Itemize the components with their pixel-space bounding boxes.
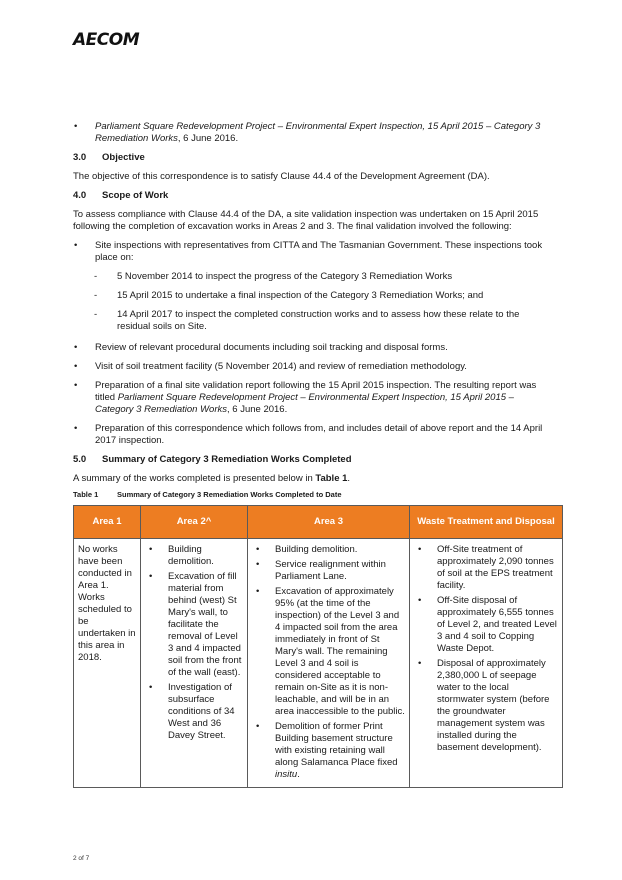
scope-bullet-site-inspections: • Site inspections with representatives from CITTA and The Tasmanian Government. These inspections took place on: xyxy=(73,240,553,264)
list-item: • Disposal of approximately 2,380,000 L of seepage water to the local stormwater system (before the groundwater management system was installed during the basement development). xyxy=(414,658,558,754)
scope-bullet-correspondence: • Preparation of this correspondence which follows from, and includes detail of above report and the 14 April 2017 inspection. xyxy=(73,423,553,447)
list-item: • Excavation of fill material from behind (west) St Mary's wall, to facilitate the removal of Level 3 and 4 impacted soil from the front of the wall (east). xyxy=(145,571,243,679)
inspection-date-item: - 15 April 2015 to undertake a final inspection of the Category 3 Remediation Works; and xyxy=(73,290,553,302)
inspection-date-item: - 14 April 2017 to inspect the completed construction works and to assess how these relate to the residual soils on Site. xyxy=(73,309,553,333)
insitu-italic: insitu xyxy=(275,769,298,780)
table-reference: Table 1 xyxy=(315,473,348,484)
section-4-heading xyxy=(73,190,553,202)
list-item-end: . xyxy=(297,769,300,780)
intro-bullet-tail: , 6 June 2016. xyxy=(177,133,239,144)
intro-bullet xyxy=(73,121,553,145)
list-item: • Excavation of approximately 95% (at the time of the inspection) of the Level 3 and 4 impacted soil from the area immediately in front of St Mary's wall. The remaining Level 3 and 4 soil is considered acceptable to remain on-Site as it is non-leachable, and will be in an area inaccessible to the public. xyxy=(252,586,405,718)
section-5-intro xyxy=(73,473,553,485)
section-4-intro: To assess compliance with Clause 44.4 of the DA, a site validation inspection was undertaken on 15 April 2015 following the completion of excavation works in Areas 2 and 3. The final validation involved the following: xyxy=(73,209,539,232)
scope-bullet-visit: • Visit of soil treatment facility (5 November 2014) and review of remediation methodology. xyxy=(73,361,553,373)
header-area-1: Area 1 xyxy=(74,506,141,539)
report-text-pre: Preparation of a final site validation report following the 15 April 2015 inspection. The resulting report was titled xyxy=(95,380,537,403)
page-number: 2 of 7 xyxy=(73,855,90,862)
remediation-summary-table xyxy=(73,505,563,788)
section-3-title: Objective xyxy=(102,152,145,163)
section-5-title: Summary of Category 3 Remediation Works Completed xyxy=(102,454,352,465)
section-3-heading xyxy=(73,152,553,164)
cell-area-1: No works have been conducted in Area 1. Works scheduled to be undertaken in this area in 2018. xyxy=(74,539,141,788)
list-item: • Service realignment within Parliament Lane. xyxy=(252,559,405,583)
section-3-number: 3.0 xyxy=(73,152,87,163)
scope-bullet-review: • Review of relevant procedural documents including soil tracking and disposal forms. xyxy=(73,342,553,354)
aecom-logo: AECOM xyxy=(73,30,140,50)
cell-waste xyxy=(410,539,563,788)
section-5-number: 5.0 xyxy=(73,454,87,465)
table-caption-title: Summary of Category 3 Remediation Works Completed to Date xyxy=(117,490,342,499)
table-header-row xyxy=(74,506,563,539)
table-caption xyxy=(73,490,553,500)
header-area-3: Area 3 xyxy=(248,506,410,539)
table-caption-number: Table 1 xyxy=(73,490,99,499)
inspection-date-item: - 5 November 2014 to inspect the progress of the Category 3 Remediation Works xyxy=(73,271,553,283)
header-waste: Waste Treatment and Disposal xyxy=(410,506,563,539)
list-item: • Off-Site treatment of approximately 2,090 tonnes of soil at the EPS treatment facility. xyxy=(414,544,558,592)
section-4-title: Scope of Work xyxy=(102,190,169,201)
document-body xyxy=(73,121,557,788)
list-item xyxy=(252,721,405,781)
section-3-body: The objective of this correspondence is to satisfy Clause 44.4 of the Development Agreement (DA). xyxy=(73,171,490,182)
cell-area-2 xyxy=(141,539,248,788)
scope-bullet-report xyxy=(73,380,553,416)
report-title-italic: Parliament Square Redevelopment Project – Environmental Expert Inspection, 15 April 2015 – Category 3 Remediation Works xyxy=(95,392,514,415)
list-item: • Building demolition. xyxy=(145,544,243,568)
intro-bullet-italic: Parliament Square Redevelopment Project – Environmental Expert Inspection, 15 April 2015 – Category 3 Remediation Works xyxy=(95,121,541,144)
report-text-post: , 6 June 2016. xyxy=(227,404,288,415)
list-item-text: Demolition of former Print Building basement structure with existing retaining wall along Salamanca Place fixed xyxy=(275,721,398,768)
section-5-heading xyxy=(73,454,553,466)
header-area-2: Area 2^ xyxy=(141,506,248,539)
section-4-number: 4.0 xyxy=(73,190,87,201)
list-item: • Building demolition. xyxy=(252,544,405,556)
table-row xyxy=(74,539,563,788)
list-item: • Investigation of subsurface conditions of 34 West and 36 Davey Street. xyxy=(145,682,243,742)
section-5-intro-pre: A summary of the works completed is presented below in xyxy=(73,473,316,484)
section-5-intro-post: . xyxy=(347,473,351,484)
cell-area-3 xyxy=(248,539,410,788)
list-item: • Off-Site disposal of approximately 6,555 tonnes of Level 2, and treated Level 3 and 4 soil to Copping Waste Depot. xyxy=(414,595,558,655)
